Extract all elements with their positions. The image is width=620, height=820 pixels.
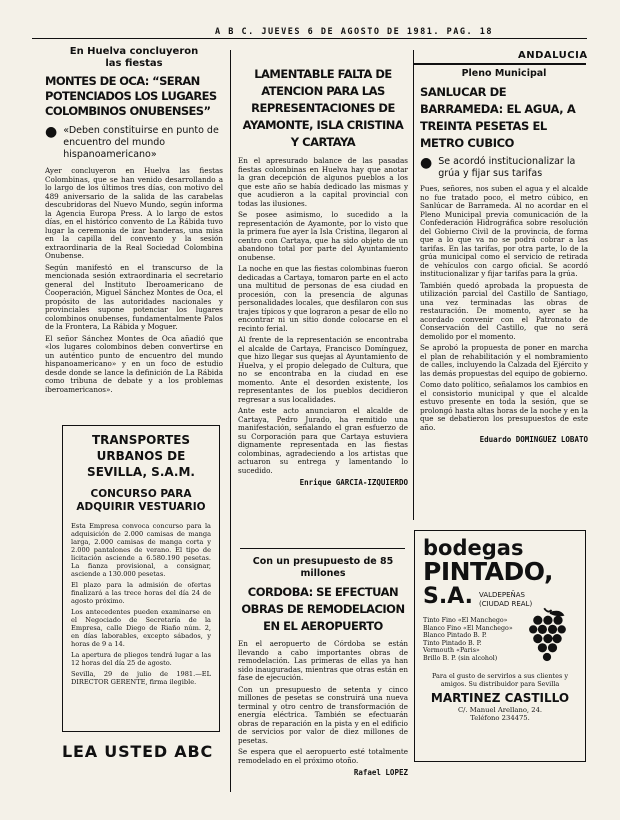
column-rule-left bbox=[230, 50, 231, 792]
column-rule-right bbox=[413, 50, 414, 520]
paragraph: También quedó aprobada la propuesta de utilización parcial del Castillo de Santiago, una vez terminadas las obras de restauración. De momento, ayer se ha acordado convenir con el Patronato de Conservación del Castillo, que no será demolido por el momento. bbox=[420, 280, 588, 341]
article-separator bbox=[240, 548, 405, 549]
article-headline: LAMENTABLE FALTA DE ATENCION PARA LAS REPRESENTACIONES DE AYAMONTE, ISLA CRISTINA Y CARTAYA bbox=[242, 67, 404, 149]
article-sanlucar bbox=[420, 68, 588, 444]
paragraph: Se aprobó la propuesta de poner en marcha el plan de rehabilitación y el nombramiento de calles, incluyendo la Calzada del Ejército y las demás propuestas del equipo de gobierno. bbox=[420, 343, 588, 378]
article-body bbox=[45, 167, 223, 394]
byline: Eduardo DOMINGUEZ LOBATO bbox=[479, 435, 588, 444]
ad-phone: Teléfono 234475. bbox=[470, 714, 530, 722]
product-item: Tinto Pintado B. P. bbox=[423, 639, 482, 647]
ad-brand-line1: bodegas bbox=[423, 536, 524, 560]
header-rule bbox=[32, 38, 587, 39]
article-headline: SANLUCAR DE BARRAMEDA: EL AGUA, A TREINTA PESETAS EL METRO CUBICO bbox=[420, 85, 576, 150]
ad-product-list bbox=[423, 617, 523, 662]
paragraph: En el aeropuerto de Córdoba se están llevando a cabo importantes obras de remodelación. Las primeras de ellas ya han sido inauguradas, mientras que otras están en fase de ejecución. bbox=[238, 639, 408, 682]
page-header: A B C. JUEVES 6 DE AGOSTO DE 1981. PAG. 18 bbox=[215, 27, 493, 37]
product-item: Brillo B. P. (sin alcohol) bbox=[423, 654, 498, 662]
ad-distributor: MARTINEZ CASTILLO bbox=[430, 691, 570, 705]
bullet-icon: ● bbox=[45, 124, 58, 140]
ad-address: C/. Manuel Arellano, 24. bbox=[457, 706, 543, 714]
paragraph: Pues, señores, nos suben el agua y el alcalde no fue tratado poco, el metro cúbico, en Sanlúcar de Barrameda. Al no acordar en el Pleno Municipal previa comunicación de la Confederación Hidrográfica sobre resolución del Gobierno Civil de la provincia, de forma que a lo que va no se podrá cobrar a las tarifas. En las tarifas, por otra parte, lo de la grúa municipal como el servicio de retirada de vehículos con cargo oficial. Se acordó institucionalizar y fijar tarifas para la grúa. bbox=[420, 184, 588, 278]
ad-body bbox=[71, 522, 211, 686]
paragraph: Como dato político, señalamos los cambios en el consistorio municipal y que el alcalde estuvo presente en toda la sesión, que se prolongó hasta altas horas de la noche y en la que se debatieron los presupuestos de este año. bbox=[420, 380, 588, 432]
article-cartaya bbox=[238, 66, 408, 487]
article-body bbox=[238, 157, 408, 475]
grapes-icon bbox=[524, 606, 570, 662]
paragraph: Ante este acto anunciaron el alcalde de Cartaya, Pedro Jurado, ha remitido una manifestación, señalando el gran esfuerzo de su Corporación para que Cartaya estuviera dignamente representada en las fiestas colombinas, agradeciendo a los artistas que actuaron su entrega y lamentando lo sucedido. bbox=[238, 406, 408, 475]
deck-text: «Deben constituirse en punto de encuentro del mundo hispanoamericano» bbox=[63, 125, 219, 160]
article-deck bbox=[45, 125, 223, 161]
paragraph: La apertura de pliegos tendrá lugar a las 12 horas del día 25 de agosto. bbox=[71, 651, 211, 667]
product-item: Blanco Fino «El Manchego» bbox=[423, 624, 513, 632]
article-headline: MONTES DE OCA: “SERAN POTENCIADOS LOS LUGARES COLOMBINOS ONUBENSES” bbox=[45, 74, 217, 118]
ad-signature: Sevilla, 29 de julio de 1981.—EL DIRECTOR GERENTE, firma ilegible. bbox=[71, 670, 211, 686]
paragraph: Al frente de la representación se encontraba el alcalde de Cartaya, Francisco Domínguez, que hizo llegar sus quejas al Ayuntamiento de Huelva, y el propio delegado de Cultura, que no se encontraba en la ciudad en ese momento. Ante el desorden existente, los representantes de los pueblos decidieron regresar a sus localidades. bbox=[238, 335, 408, 404]
paragraph: En el apresurado balance de las pasadas fiestas colombinas en Huelva hay que anotar la gran decepción de algunos pueblos a los que este año se había dedicado las mismas y que acudieron a la capital provincial con todas las ilusiones. bbox=[238, 156, 408, 208]
paragraph: Se posee asimismo, lo sucedido a la representación de Ayamonte, por lo visto que la primera fue ayer la Isla Cristina, llegaron al centro con Cartaya, que ha sido objeto de un abandono total por parte del Ayuntamiento onubense. bbox=[238, 210, 408, 262]
bullet-icon: ● bbox=[420, 155, 433, 171]
ad-lea-usted-abc: LEA USTED ABC bbox=[62, 742, 214, 761]
paragraph: El plazo para la admisión de ofertas finalizará a las trece horas del día 24 de agosto próximo. bbox=[71, 581, 211, 605]
ad-title: TRANSPORTES URBANOS DE SEVILLA, S.A.M. bbox=[87, 433, 195, 479]
ad-brand-line3: S.A. bbox=[423, 584, 473, 609]
product-item: Blanco Pintado B. P. bbox=[423, 632, 487, 639]
article-body bbox=[238, 640, 408, 765]
article-kicker: Con un presupuesto de 85 millones bbox=[252, 556, 394, 579]
ad-note: Para el gusto de servirlos a sus clientes y amigos. Su distribuidor para Sevilla bbox=[431, 672, 569, 688]
article-huelva bbox=[45, 46, 223, 397]
paragraph: Ayer concluyeron en Huelva las fiestas Colombinas, que se han venido desarrollando a lo largo de los últimos tres días, con motivo del 489 aniversario de la salida de las carabelas descubridoras del Nuevo Mundo, según informa la Agencia Europa Press. A lo largo de estos días, en el histórico convento de La Rábida tuvo lugar la ceremonia de izar banderas, una misa en la capilla del convento y la sesión extraordinaria de la Real Sociedad Colombina Onubense. bbox=[45, 166, 223, 260]
byline: Enrique GARCIA-IZQUIERDO bbox=[299, 478, 408, 487]
article-headline: CORDOBA: SE EFECTUAN OBRAS DE REMODELACION EN EL AEROPUERTO bbox=[241, 585, 405, 633]
paragraph: Según manifestó en el transcurso de la mencionada sesión extraordinaria el secretario general del Instituto Iberoamericano de Cooperación, Miguel Sánchez Montes de Oca, el propósito de las autoridades nacionales y provinciales supone potenciar los lugares colombinos onubenses, fundamentalmente Palos de la Frontera, La Rábida y Moguer. bbox=[45, 262, 223, 331]
section-label: ANDALUCIA bbox=[518, 50, 588, 61]
ad-place: VALDEPEÑAS (CIUDAD REAL) bbox=[479, 591, 533, 608]
section-rule bbox=[414, 63, 586, 65]
paragraph: El señor Sánchez Montes de Oca añadió que «los lugares colombinos deben convertirse en un auténtico punto de encuentro del mundo hispanoamericano» y en un foco de estudio desde donde se lance la definición de La Rábida como tribuna de debate y a los problemas iberoamericanos». bbox=[45, 333, 223, 394]
paragraph: Esta Empresa convoca concurso para la adquisición de 2.000 camisas de manga larga, 2.000 camisas de manga corta y 2.000 pantalones de verano. El tipo de licitación asciende a 6.580.190 pesetas. La fianza provisional, a consignar, asciende a 130.000 pesetas. bbox=[71, 522, 211, 578]
ad-subtitle: CONCURSO PARA ADQUIRIR VESTUARIO bbox=[76, 488, 206, 513]
paragraph: La noche en que las fiestas colombinas fueron dedicadas a Cartaya, tomaron parte en el acto una multitud de personas de esa ciudad en procesión, con la presencia de algunas personalidades locales, que desfilaron con sus trajes típicos y que lograron a pesar de ello no encontrar ni un sitio donde colocarse en el recinto ferial. bbox=[238, 264, 408, 333]
article-deck bbox=[420, 156, 588, 180]
paragraph: Con un presupuesto de setenta y cinco millones de pesetas se construirá una nueva terminal y otro centro de transformación de energía eléctrica. También se efectuarán obras de reparación en la pista y en el edificio de servicios por valor de diez millones de pesetas. bbox=[238, 684, 408, 745]
article-body bbox=[420, 185, 588, 432]
ad-brand-line2: PINTADO, bbox=[423, 557, 553, 586]
paragraph: Los antecedentes pueden examinarse en el Negociado de Secretaría de la Empresa, calle Diego de Riaño núm. 2, en días laborables, excepto sábados, y horas de 9 a 14. bbox=[71, 608, 211, 648]
product-item: Tinto Fino «El Manchego» bbox=[423, 617, 508, 624]
article-kicker: Pleno Municipal bbox=[461, 68, 547, 79]
article-cordoba bbox=[238, 556, 408, 777]
product-item: Vermouth «Paris» bbox=[423, 647, 480, 654]
byline: Rafael LOPEZ bbox=[353, 768, 408, 777]
paragraph: Se espera que el aeropuerto esté totalmente remodelado en el próximo otoño. bbox=[238, 747, 408, 765]
ad-transportes-urbanos bbox=[62, 425, 220, 732]
deck-text: Se acordó institucionalizar la grúa y fijar sus tarifas bbox=[438, 156, 576, 179]
article-kicker: En Huelva concluyeron las fiestas bbox=[69, 46, 199, 69]
